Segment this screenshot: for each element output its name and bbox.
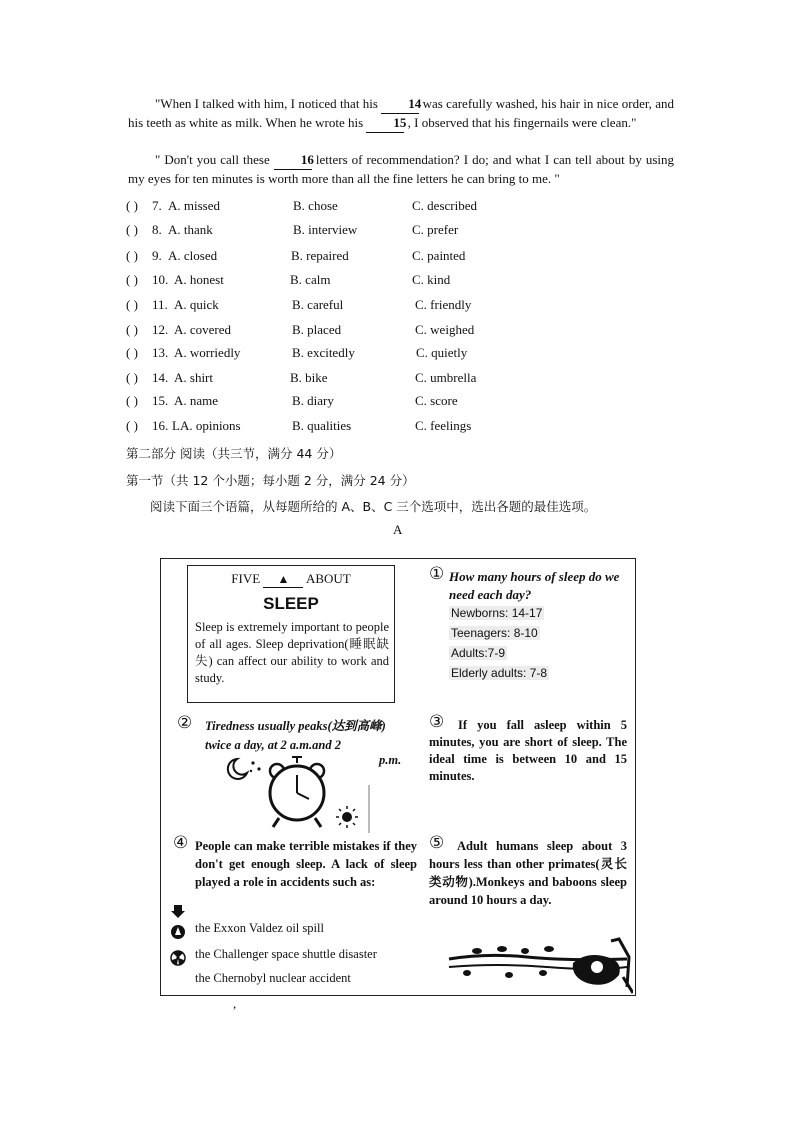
- answer-paren[interactable]: ( ): [126, 222, 138, 237]
- section-heading: 第一节（共 12 个小题；每小题 2 分，满分 24 分）: [126, 473, 415, 488]
- answer-paren[interactable]: ( ): [126, 370, 138, 385]
- card-title: SLEEP: [263, 594, 319, 613]
- stat-elderly: Elderly adults: 7-8: [451, 666, 548, 680]
- option-a: A. worriedly: [174, 345, 241, 360]
- option-c: C. friendly: [415, 297, 472, 312]
- option-b: B. interview: [293, 222, 358, 237]
- instruction-text: 阅读下面三个语篇，从每题所给的 A、B、C 三个选项中，选出各题的最佳选项。: [150, 499, 597, 514]
- passage-text: " Don't you call these: [155, 152, 270, 167]
- stat-teenagers: Teenagers: 8-10: [451, 626, 538, 640]
- blank-14: 14: [381, 95, 419, 114]
- option-a: A. name: [174, 393, 219, 408]
- option-c: C. weighed: [415, 322, 475, 337]
- option-a: A. missed: [168, 198, 220, 213]
- option-b: B. excitedly: [292, 345, 355, 360]
- option-c: C. score: [415, 393, 458, 408]
- tiredness-text: Tiredness usually peaks(达到高峰) twice a day, at 2 a.m.and 2: [205, 719, 386, 752]
- option-a: LA. opinions: [172, 418, 241, 433]
- option-b: B. bike: [290, 370, 328, 385]
- circle-number-1: ①: [429, 564, 445, 584]
- question-number: 16.: [152, 418, 169, 433]
- blank-16: 16: [274, 151, 312, 170]
- radiation-icon: [171, 951, 185, 965]
- passage-text: was carefully washed, his hair in nice order, and his teeth as white as milk. When he wrote his: [128, 96, 674, 130]
- circle-number-5: ⑤: [429, 833, 445, 853]
- header-five: FIVE: [231, 571, 261, 586]
- shuttle-icon: [171, 925, 185, 939]
- option-c: C. prefer: [412, 222, 459, 237]
- blank-15: 15: [366, 114, 404, 133]
- header-about: ABOUT: [305, 571, 351, 586]
- passage-paragraph-2: [128, 151, 674, 188]
- passage-paragraph-1: [128, 95, 674, 133]
- mistakes-text: People can make terrible mistakes if they don't get enough sleep. A lack of sleep played a role in accidents such as:: [195, 839, 417, 889]
- sleeping-monkey-illustration: [447, 937, 633, 995]
- option-a: A. quick: [174, 297, 219, 312]
- option-b: B. careful: [292, 297, 344, 312]
- answer-paren[interactable]: ( ): [126, 248, 138, 263]
- accident-chernobyl: the Chernobyl nuclear accident: [195, 971, 351, 985]
- circle-number-2: ②: [177, 713, 193, 733]
- answer-paren[interactable]: ( ): [126, 322, 138, 337]
- tiredness-pm: p.m.: [379, 753, 402, 767]
- option-b: B. diary: [292, 393, 334, 408]
- option-b: B. chose: [293, 198, 338, 213]
- stat-newborns: Newborns: 14-17: [451, 606, 543, 620]
- stat-adults: Adults:7-9: [451, 646, 506, 660]
- passage-text: , I observed that his fingernails were clean.": [407, 115, 637, 130]
- question-number: 15.: [152, 393, 169, 408]
- passage-letter: A: [393, 522, 403, 537]
- option-b: B. qualities: [292, 418, 352, 433]
- title-box: [187, 565, 395, 703]
- blank-triangle: ▲: [263, 572, 303, 588]
- question-number: 13.: [152, 345, 169, 360]
- option-a: A. honest: [174, 272, 224, 287]
- moon-icon: [228, 759, 261, 779]
- question-number: 12.: [152, 322, 169, 337]
- passage-text: letters of recommendation? I do; and what I can tell about by using my eyes for ten minutes is worth more than all the fine letters he can bring to me. ": [128, 152, 675, 186]
- circle-number-4: ④: [173, 833, 189, 853]
- option-c: C. quietly: [416, 345, 468, 360]
- option-a: A. covered: [174, 322, 232, 337]
- option-c: C. kind: [412, 272, 451, 287]
- option-b: B. calm: [290, 272, 331, 287]
- answer-paren[interactable]: ( ): [126, 198, 138, 213]
- question-number: 7.: [152, 198, 162, 213]
- answer-paren[interactable]: ( ): [126, 345, 138, 360]
- option-c: C. painted: [412, 248, 466, 263]
- passage-text: "When I talked with him, I noticed that his: [155, 96, 378, 111]
- option-a: A. thank: [168, 222, 213, 237]
- question-number: 8.: [152, 222, 162, 237]
- answer-paren[interactable]: ( ): [126, 418, 138, 433]
- question-number: 11.: [152, 297, 168, 312]
- intro-text: Sleep is extremely important to people of all ages. Sleep deprivation(睡眠缺失) can affect our ability to work and study.: [195, 620, 389, 685]
- question-number: 9.: [152, 248, 162, 263]
- accident-challenger: the Challenger space shuttle disaster: [195, 947, 377, 961]
- monkey-icon: [573, 939, 633, 993]
- header-line: [188, 571, 394, 588]
- stray-comma: ,: [233, 996, 237, 1011]
- option-c: C. umbrella: [415, 370, 477, 385]
- option-a: A. shirt: [174, 370, 213, 385]
- option-a: A. closed: [168, 248, 218, 263]
- primates-text: Adult humans sleep about 3 hours less than other primates(灵长类动物).Monkeys and baboons sleep around 10 hours a day.: [429, 839, 627, 907]
- option-b: B. repaired: [291, 248, 349, 263]
- question-heading: How many hours of sleep do we need each day?: [449, 569, 620, 602]
- question-number: 10.: [152, 272, 169, 287]
- oil-spill-icon: [171, 905, 185, 918]
- sun-icon: [336, 806, 358, 828]
- fall-asleep-text: If you fall asleep within 5 minutes, you are short of sleep. The ideal time is between 10 and 15 minutes.: [429, 718, 627, 783]
- option-c: C. feelings: [415, 418, 472, 433]
- part-heading: 第二部分 阅读（共三节，满分 44 分）: [126, 446, 342, 461]
- answer-paren[interactable]: ( ): [126, 297, 138, 312]
- alarm-clock-icon: [270, 757, 324, 827]
- alarm-clock-illustration: [223, 755, 373, 833]
- answer-paren[interactable]: ( ): [126, 393, 138, 408]
- option-b: B. placed: [292, 322, 342, 337]
- option-c: C. described: [412, 198, 477, 213]
- question-number: 14.: [152, 370, 169, 385]
- accident-icons: [169, 903, 187, 969]
- answer-paren[interactable]: ( ): [126, 272, 138, 287]
- circle-number-3: ③: [429, 712, 445, 732]
- sleep-infographic: [160, 558, 636, 996]
- accident-exxon: the Exxon Valdez oil spill: [195, 921, 324, 935]
